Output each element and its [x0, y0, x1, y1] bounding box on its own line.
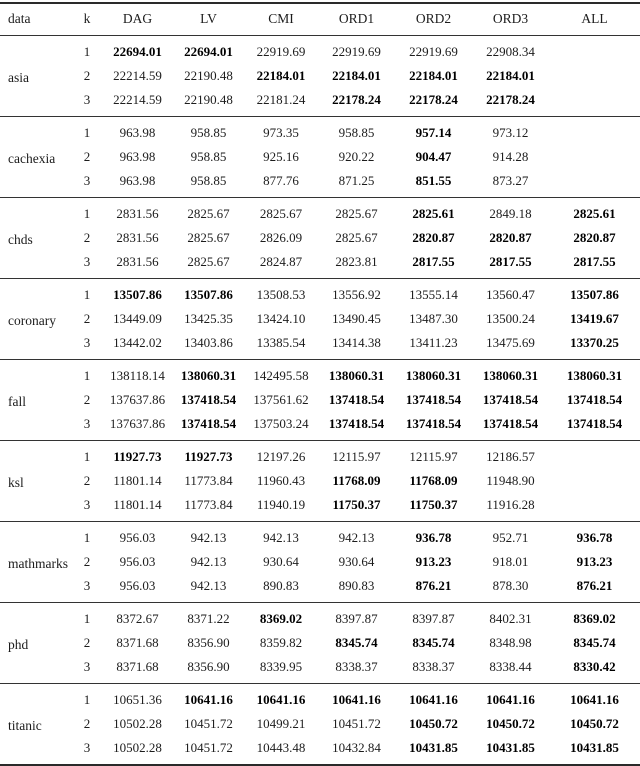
- score-cell: 952.71: [492, 530, 529, 545]
- score-cell: 22184.01: [332, 68, 381, 83]
- score-cell: 973.35: [263, 125, 299, 140]
- score-cell: 13555.14: [409, 287, 458, 302]
- table-row: [0, 88, 640, 117]
- score-cell: 22184.01: [256, 68, 306, 83]
- score-cell: 22190.48: [184, 68, 233, 83]
- score-cell: 2826.09: [259, 230, 303, 245]
- score-cell: 22190.48: [173, 88, 244, 117]
- score-cell: 2817.55: [395, 250, 472, 279]
- score-cell: 10641.16: [570, 692, 619, 707]
- score-cell: 8356.90: [173, 655, 244, 684]
- score-cell: 142495.58: [253, 368, 309, 383]
- k-value: 1: [83, 611, 91, 626]
- score-cell: 8345.74: [412, 635, 455, 650]
- score-cell: 10431.85: [409, 740, 458, 755]
- score-cell: 8338.44: [472, 655, 549, 684]
- score-cell: 13403.86: [173, 331, 244, 360]
- score-cell: 11916.28: [472, 493, 549, 522]
- table-row: [0, 250, 640, 279]
- score-cell: 13424.10: [256, 311, 306, 326]
- score-cell: 942.13: [190, 530, 227, 545]
- k-value: 2: [83, 716, 91, 731]
- score-cell: [549, 117, 640, 146]
- score-cell: 13487.30: [409, 311, 458, 326]
- k-value: 3: [72, 574, 102, 603]
- dataset-group: [0, 117, 640, 198]
- table-row: [0, 469, 640, 493]
- k-value: 3: [83, 740, 91, 755]
- score-cell: 956.03: [102, 574, 173, 603]
- score-cell: 10431.85: [570, 740, 619, 755]
- score-cell: 8372.67: [116, 611, 159, 626]
- score-cell: 137418.54: [318, 412, 395, 441]
- score-cell: 8345.74: [335, 635, 378, 650]
- k-value: 2: [83, 392, 91, 407]
- score-cell: 8338.37: [318, 655, 395, 684]
- k-value: 3: [72, 412, 102, 441]
- score-cell: 8359.82: [259, 635, 303, 650]
- score-cell: 2825.61: [573, 206, 616, 221]
- table-row: [0, 226, 640, 250]
- score-cell: 890.83: [318, 574, 395, 603]
- dataset-group: [0, 360, 640, 441]
- column-header-ord2: ORD2: [395, 3, 472, 36]
- score-cell: 918.01: [492, 554, 529, 569]
- table-row: [0, 522, 640, 551]
- score-cell: 13449.09: [113, 311, 162, 326]
- score-cell: 22694.01: [184, 44, 233, 59]
- score-cell: 11773.84: [184, 473, 233, 488]
- score-cell: [549, 493, 640, 522]
- score-cell: 10451.72: [184, 740, 233, 755]
- column-header-ord1: ORD1: [318, 3, 395, 36]
- score-cell: 2817.55: [549, 250, 640, 279]
- score-cell: 138060.31: [482, 368, 539, 383]
- score-cell: 137418.54: [405, 392, 462, 407]
- column-header-data: data: [0, 3, 72, 36]
- score-cell: 2831.56: [102, 250, 173, 279]
- score-cell: 10502.28: [113, 716, 162, 731]
- score-cell: 2825.67: [335, 230, 378, 245]
- score-cell: 8338.37: [395, 655, 472, 684]
- score-cell: 2831.56: [116, 206, 159, 221]
- score-cell: 942.13: [263, 530, 299, 545]
- score-cell: 958.85: [338, 125, 375, 140]
- k-value: 1: [83, 287, 91, 302]
- table-row: [0, 117, 640, 146]
- score-cell: 10431.85: [486, 740, 535, 755]
- score-cell: 2825.67: [259, 206, 303, 221]
- score-cell: 22694.01: [113, 44, 162, 59]
- table-row: [0, 441, 640, 470]
- dataset-label: chds: [0, 198, 72, 279]
- k-value: 2: [83, 230, 91, 245]
- score-cell: 871.25: [318, 169, 395, 198]
- score-cell: 22178.24: [318, 88, 395, 117]
- score-cell: 22178.24: [395, 88, 472, 117]
- score-cell: 13425.35: [184, 311, 233, 326]
- dataset-group: [0, 522, 640, 603]
- score-cell: 2825.61: [412, 206, 455, 221]
- score-cell: [549, 441, 640, 470]
- score-cell: 22214.59: [102, 88, 173, 117]
- dataset-label: coronary: [0, 279, 72, 360]
- score-cell: 138118.14: [110, 368, 165, 383]
- score-cell: 137418.54: [173, 412, 244, 441]
- dataset-label: titanic: [8, 718, 42, 733]
- score-cell: 10451.72: [332, 716, 381, 731]
- score-cell: 138060.31: [180, 368, 237, 383]
- score-cell: 137418.54: [472, 412, 549, 441]
- score-cell: 957.14: [415, 125, 452, 140]
- table-row: [0, 631, 640, 655]
- score-cell: 8356.90: [187, 635, 230, 650]
- score-cell: 958.85: [173, 169, 244, 198]
- k-value: 2: [83, 473, 91, 488]
- score-cell: 22214.59: [113, 68, 162, 83]
- score-cell: 920.22: [338, 149, 375, 164]
- score-cell: 137418.54: [395, 412, 472, 441]
- k-value: 2: [83, 635, 91, 650]
- score-cell: 2824.87: [244, 250, 318, 279]
- score-cell: 2825.67: [335, 206, 378, 221]
- score-cell: 8371.22: [187, 611, 230, 626]
- dataset-group: [0, 198, 640, 279]
- score-cell: [549, 169, 640, 198]
- k-value: 2: [83, 68, 91, 83]
- score-cell: 13385.54: [244, 331, 318, 360]
- k-value: 2: [83, 311, 91, 326]
- table-header: [0, 3, 640, 36]
- score-cell: 10641.16: [332, 692, 381, 707]
- score-cell: 913.23: [576, 554, 613, 569]
- k-value: 3: [72, 331, 102, 360]
- score-cell: 11768.09: [332, 473, 381, 488]
- score-cell: 2820.87: [412, 230, 455, 245]
- score-cell: 11750.37: [395, 493, 472, 522]
- k-value: 2: [83, 149, 91, 164]
- score-cell: 10451.72: [184, 716, 233, 731]
- score-cell: 873.27: [472, 169, 549, 198]
- table-row: [0, 198, 640, 227]
- score-cell: 2831.56: [116, 230, 159, 245]
- score-cell: 10450.72: [486, 716, 535, 731]
- score-cell: 2849.18: [489, 206, 532, 221]
- score-cell: [549, 64, 640, 88]
- k-value: 1: [83, 449, 91, 464]
- score-cell: 876.21: [395, 574, 472, 603]
- score-cell: 11801.14: [113, 473, 162, 488]
- score-cell: 11773.84: [173, 493, 244, 522]
- score-cell: 11750.37: [318, 493, 395, 522]
- score-cell: 8345.74: [573, 635, 616, 650]
- score-cell: [549, 469, 640, 493]
- k-value: 3: [72, 655, 102, 684]
- score-cell: 13411.23: [395, 331, 472, 360]
- score-cell: 10499.21: [256, 716, 306, 731]
- score-cell: 963.98: [102, 169, 173, 198]
- score-cell: 913.23: [415, 554, 452, 569]
- score-cell: 11927.73: [113, 449, 162, 464]
- dataset-group: [0, 279, 640, 360]
- score-cell: 13370.25: [549, 331, 640, 360]
- score-cell: 13507.86: [570, 287, 619, 302]
- score-cell: 11927.73: [184, 449, 233, 464]
- score-cell: 138060.31: [566, 368, 623, 383]
- score-cell: 2823.81: [318, 250, 395, 279]
- score-cell: 925.16: [263, 149, 299, 164]
- dataset-label: fall: [0, 360, 72, 441]
- table-row: [0, 574, 640, 603]
- score-cell: 2825.67: [187, 206, 230, 221]
- score-cell: 10450.72: [570, 716, 619, 731]
- score-cell: 10651.36: [113, 692, 162, 707]
- dataset-label: mathmarks: [0, 522, 72, 603]
- score-cell: 13414.38: [318, 331, 395, 360]
- score-cell: 11940.19: [244, 493, 318, 522]
- table-row: [0, 360, 640, 389]
- table-row: [0, 388, 640, 412]
- dataset-group: [0, 441, 640, 522]
- score-cell: 890.83: [244, 574, 318, 603]
- header-row: [0, 3, 640, 36]
- score-cell: 2825.67: [173, 250, 244, 279]
- table-row: [0, 712, 640, 736]
- score-cell: 10432.84: [332, 740, 381, 755]
- score-cell: 8402.31: [489, 611, 532, 626]
- table-row: [0, 684, 640, 713]
- score-cell: 137418.54: [566, 392, 623, 407]
- dataset-label: phd: [0, 603, 72, 684]
- table-row: [0, 736, 640, 765]
- k-value: 3: [72, 88, 102, 117]
- score-cell: 13475.69: [472, 331, 549, 360]
- table-row: [0, 145, 640, 169]
- table-row: [0, 307, 640, 331]
- table-row: [0, 412, 640, 441]
- score-cell: 8369.02: [259, 611, 303, 626]
- table-row: [0, 331, 640, 360]
- score-cell: [549, 36, 640, 65]
- k-value: 3: [72, 250, 102, 279]
- score-cell: 22919.69: [409, 44, 458, 59]
- dataset-label: ksl: [0, 441, 72, 522]
- score-cell: 942.13: [173, 574, 244, 603]
- score-cell: 10443.48: [256, 740, 306, 755]
- k-value: 1: [83, 530, 91, 545]
- table-row: [0, 655, 640, 684]
- k-value: 3: [72, 169, 102, 198]
- score-cell: 137418.54: [180, 392, 237, 407]
- score-cell: 963.98: [119, 125, 156, 140]
- table-row: [0, 550, 640, 574]
- column-header-ord3: ORD3: [472, 3, 549, 36]
- score-cell: 904.47: [415, 149, 452, 164]
- score-cell: 930.64: [263, 554, 299, 569]
- table-row: [0, 279, 640, 308]
- score-cell: [549, 145, 640, 169]
- score-cell: 10502.28: [113, 740, 162, 755]
- k-value: 1: [83, 368, 91, 383]
- score-cell: 12115.97: [409, 449, 458, 464]
- score-cell: 11948.90: [486, 473, 535, 488]
- score-cell: 936.78: [576, 530, 613, 545]
- column-header-dag: DAG: [102, 3, 173, 36]
- score-cell: 956.03: [119, 554, 156, 569]
- score-cell: 13500.24: [486, 311, 535, 326]
- score-cell: 914.28: [492, 149, 529, 164]
- score-cell: 876.21: [549, 574, 640, 603]
- score-cell: 13442.02: [102, 331, 173, 360]
- score-cell: 963.98: [119, 149, 156, 164]
- score-cell: 942.13: [190, 554, 227, 569]
- score-cell: 973.12: [492, 125, 529, 140]
- score-cell: 137418.54: [549, 412, 640, 441]
- score-cell: 8330.42: [549, 655, 640, 684]
- score-cell: 956.03: [119, 530, 156, 545]
- results-table: [0, 2, 640, 766]
- score-cell: 13419.67: [570, 311, 619, 326]
- score-cell: 138060.31: [405, 368, 462, 383]
- score-cell: 22919.69: [332, 44, 381, 59]
- score-cell: 13507.86: [184, 287, 233, 302]
- table-row: [0, 169, 640, 198]
- score-cell: 12115.97: [332, 449, 381, 464]
- score-cell: 958.85: [190, 125, 227, 140]
- column-header-k: k: [72, 3, 102, 36]
- table-row: [0, 36, 640, 65]
- score-cell: 8371.68: [102, 655, 173, 684]
- score-cell: 13490.45: [332, 311, 381, 326]
- dataset-group: [0, 36, 640, 117]
- score-cell: 137637.86: [102, 412, 173, 441]
- score-cell: 13507.86: [113, 287, 162, 302]
- score-cell: 13556.92: [332, 287, 381, 302]
- score-cell: 8348.98: [489, 635, 532, 650]
- column-header-cmi: CMI: [244, 3, 318, 36]
- score-cell: 22184.01: [486, 68, 535, 83]
- score-cell: 2820.87: [573, 230, 616, 245]
- k-value: 1: [83, 125, 91, 140]
- score-cell: 10641.16: [184, 692, 233, 707]
- score-cell: 2817.55: [472, 250, 549, 279]
- score-cell: 137418.54: [328, 392, 385, 407]
- score-cell: 137637.86: [109, 392, 166, 407]
- score-cell: 8397.87: [335, 611, 378, 626]
- score-cell: [549, 88, 640, 117]
- score-cell: 8371.68: [116, 635, 159, 650]
- score-cell: 11768.09: [409, 473, 458, 488]
- score-cell: 137418.54: [482, 392, 539, 407]
- score-cell: 10450.72: [409, 716, 458, 731]
- score-cell: 22178.24: [472, 88, 549, 117]
- score-cell: 8369.02: [573, 611, 616, 626]
- dataset-group: [0, 684, 640, 766]
- score-cell: 8339.95: [244, 655, 318, 684]
- score-cell: 22908.34: [486, 44, 535, 59]
- score-cell: 11801.14: [102, 493, 173, 522]
- score-cell: 137561.62: [253, 392, 309, 407]
- k-value: 2: [83, 554, 91, 569]
- k-value: 3: [72, 493, 102, 522]
- score-cell: 12197.26: [256, 449, 306, 464]
- dataset-group: [0, 603, 640, 684]
- score-cell: 2825.67: [187, 230, 230, 245]
- score-cell: 11960.43: [256, 473, 306, 488]
- score-cell: 8397.87: [412, 611, 455, 626]
- score-cell: 878.30: [472, 574, 549, 603]
- score-cell: 958.85: [190, 149, 227, 164]
- score-cell: 877.76: [244, 169, 318, 198]
- score-cell: 851.55: [395, 169, 472, 198]
- score-cell: 936.78: [415, 530, 452, 545]
- dataset-label: asia: [0, 36, 72, 117]
- dataset-label: cachexia: [0, 117, 72, 198]
- score-cell: 22181.24: [244, 88, 318, 117]
- score-cell: 10641.16: [256, 692, 306, 707]
- column-header-lv: LV: [173, 3, 244, 36]
- score-cell: 22184.01: [409, 68, 458, 83]
- score-cell: 942.13: [338, 530, 375, 545]
- score-cell: 930.64: [338, 554, 375, 569]
- k-value: 1: [83, 44, 91, 59]
- score-cell: 13560.47: [486, 287, 535, 302]
- score-cell: 13508.53: [256, 287, 306, 302]
- score-cell: 10641.16: [486, 692, 535, 707]
- table-row: [0, 64, 640, 88]
- table-row: [0, 493, 640, 522]
- score-cell: 10641.16: [409, 692, 458, 707]
- column-header-all: ALL: [549, 3, 640, 36]
- score-cell: 138060.31: [328, 368, 385, 383]
- table-row: [0, 603, 640, 632]
- score-cell: 2820.87: [489, 230, 532, 245]
- score-cell: 12186.57: [486, 449, 535, 464]
- k-value: 1: [83, 692, 91, 707]
- k-value: 1: [83, 206, 91, 221]
- score-cell: 137503.24: [244, 412, 318, 441]
- score-cell: 22919.69: [256, 44, 306, 59]
